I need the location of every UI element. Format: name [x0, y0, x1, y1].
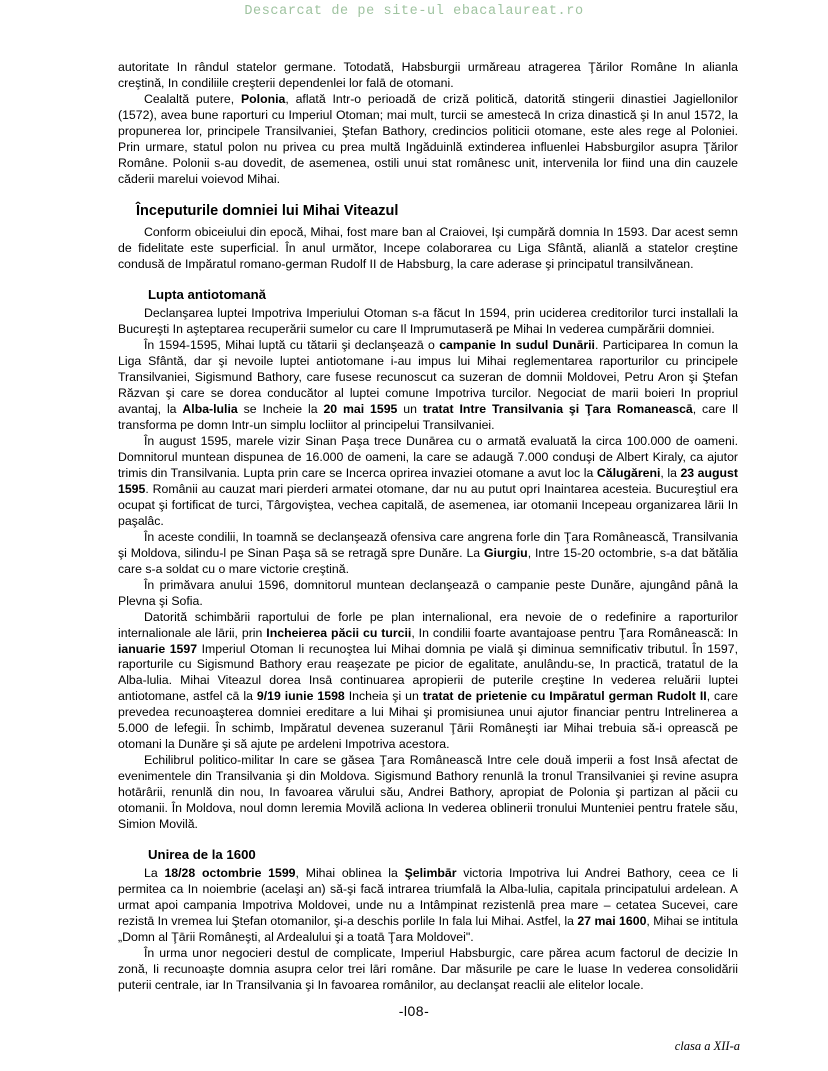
term-selimbar: Şelimbār	[404, 866, 457, 881]
page-number: -l08-	[398, 1003, 430, 1019]
paragraph-9-part-g: Incheia şi un	[344, 689, 423, 704]
paragraph-7-part-c: , Intre 15-20 octombrie, s-a dat bătălia care s-a soldat cu o mare victorie creştină.	[118, 545, 739, 576]
term-9-19-iunie-1598: 9/19 iunie 1598	[256, 689, 345, 704]
paragraph-5-part-i: , care Il transforma pe domn Intr-un simplu locliitor al principelui Transilvaniei.	[118, 401, 738, 432]
term-polonia: Polonia	[240, 91, 286, 106]
subsection-heading-lupta-antiotomana: Lupta antiotomană	[148, 286, 266, 302]
paragraph-11-part-c: , Mihai oblinea la	[295, 866, 405, 881]
term-giurgiu: Giurgiu	[483, 545, 528, 560]
paragraph-7	[118, 530, 738, 578]
section-heading-inceputurile: Începuturile domniei lui Mihai Viteazul	[136, 202, 399, 219]
paragraph-5-part-a: În 1594-1595, Mihai luptă cu tătarii şi declanşeazā o	[144, 337, 440, 352]
term-calugareni: Călugăreni	[596, 465, 661, 480]
paragraph-11	[118, 866, 738, 946]
paragraph-11-part-e: victoria Impotriva lui Andrei Bathory, ceea ce Ii permitea ca In noiembrie (acelaşi an) să-şi facă intrarea triumfalā la Alba-lulia, capitala principatului ardelean. A urmat apoi campania Impotriva Moldovei, unde nu a Intâmpinat rezistenlā prea mare – cetatea Sucevei, care rezistā In vremea lui Ştefan otomanilor, şi-a deschis porlile In fala lui Mihai. Astfel, la	[118, 866, 738, 929]
watermark-text: Descarcat de pe site-ul ebacalaureat.ro	[244, 4, 584, 19]
paragraph-9-part-c: , In condilii foarte avantajoase pentru Ţara Românească: In	[411, 625, 738, 640]
term-27-mai-1600: 27 mai 1600	[577, 914, 647, 929]
page-footer	[0, 1003, 828, 1053]
subsection-heading-unirea-1600: Unirea de la 1600	[148, 847, 256, 863]
paragraph-11-part-a: La	[144, 866, 165, 881]
paragraph-9-part-a: Datorită schimbării raportului de forle pe plan internalional, era nevoie de o redefinire a raporturilor internalionale ale lārii, prin	[118, 609, 738, 640]
paragraph-5-part-c: . Participarea In comun la Liga Sfântă, dar şi nevoile luptei antiotomane i-au impus lui Mihai reglementarea raporturilor cu principele Transilvaniei, Sigismund Bathory, care fusese recunoscut ca suzeran de domnii Moldovei, Petru Aron şi Ştefan Răzvan şi care se dorea conducător al luptei comune Impotriva turcilor. Negociat de marii boieri In propriul avantaj, la	[118, 337, 738, 416]
term-ianuarie-1597: ianuarie 1597	[118, 641, 198, 656]
paragraph-6-part-e: . Românii au cauzat mari pierderi armatei otomane, dar nu au putut opri Inaintarea acesteia. Bucureştiul era ocupat şi fortificat de turci, Târgoviştea, vechea capitală, de asemenea, iar otomanii Incepeau organizarea lārii In paşalâc.	[118, 481, 738, 528]
paragraph-12: În urma unor negocieri destul de complicate, Imperiul Habsburgic, care părea acum factorul de decizie In zonă, Ii recunoaşte domnia asupra celor trei lāri române. Dar măsurile pe care le luase In vederea consolidării puterii centrale, iar In Transilvania şi In favoarea românilor, au declanşat reaclii ale elitelor locale.	[118, 946, 738, 993]
term-tratat-transilvania: tratat Intre Transilvania şi Ţara Romaneascā	[422, 401, 693, 416]
paragraph-9-part-e: Imperiul Otoman Ii recunoştea lui Mihai domnia pe vialā şi diminua semnificativ tributul. În 1597, raporturile cu Sigismund Bathory erau reaşezate pe picior de egalitate, anulându-se, In practicā, tratatul de la Alba-lulia. Mihai Viteazul dorea Insā continuarea apropierii de puterile creştine In vederea reluării luptei antiotomane, astfel cā la	[118, 641, 738, 704]
paragraph-6	[118, 434, 738, 530]
document-body	[118, 60, 738, 994]
term-20-mai-1595: 20 mai 1595	[323, 401, 398, 416]
paragraph-5-part-e: se Incheie la	[237, 401, 324, 416]
paragraph-5-part-g: un	[397, 401, 423, 416]
term-incheierea-pacii: Incheierea păcii cu turcii	[266, 625, 412, 640]
paragraph-10: Echilibrul politico-militar In care se găsea Ţara Românească Intre cele două imperii a fost Insā afectat de evenimentele din Transilvania şi din Moldova. Sigismund Bathory renunlā la tronul Transilvaniei şi revine asupra hotārârii, renunlă din nou, In favoarea vărului său, Andrei Bathory, apropiat de Polonia şi partizan al păcii cu otomanii. În Moldova, noul domn leremia Movilă acliona In vederea oblinerii tronului Munteniei pentru fratele său, Simion Movilă.	[118, 753, 738, 832]
paragraph-9-part-i: , care prevedea recunoaşterea domniei ereditare a lui Mihai şi promisiunea unui ajutor financiar pentru Intrelinerea a 5.000 de lefegii. În schimb, Impăratul devenea suzeranul Ţārii Româneşti iar Mihai trebuia să-i oprească pe otomani la Dunăre şi să ajute pe ardeleni Impotriva acestora.	[118, 689, 738, 752]
paragraph-5	[118, 338, 738, 434]
paragraph-4: Declanşarea luptei Impotriva Imperiului Otoman s-a făcut In 1594, prin uciderea creditorilor turci installali la Bucureşti In aşteptarea recuperării sumelor cu care Il Imprumutaseră pe Mihai In vederea cumpărării domniei.	[118, 305, 738, 336]
term-alba-iulia: Alba-lulia	[182, 401, 238, 416]
paragraph-6-part-c: , la	[660, 465, 681, 480]
paragraph-2-part-a: Cealaltă putere,	[144, 91, 241, 106]
term-tratat-rudolf-ii: tratat de prietenie cu Impāratul german Rudolt II	[422, 689, 707, 704]
paragraph-2	[118, 92, 738, 188]
term-18-28-octombrie-1599: 18/28 octombrie 1599	[164, 866, 296, 881]
paragraph-7-part-a: În aceste condilii, In toamnă se declanşează ofensiva care angrena forle din Ţara Românească, Transilvania şi Moldova, silindu-l pe Sinan Paşa sā se retragă spre Dunăre. La	[118, 529, 738, 560]
paragraph-3: Conform obiceiului din epocă, Mihai, fost mare ban al Craiovei, Işi cumpără domnia In 1593. Dar acest semn de fidelitate este superficial. În anul următor, Incepe colaborarea cu Liga Sfântă, alianlă a statelor creştine condusă de Impăratul romano-german Rudolf II de Habsburg, la care aderase şi principatul transilvănean.	[118, 224, 738, 271]
paragraph-6-part-a: În august 1595, marele vizir Sinan Paşa trece Dunārea cu o armată evaluată la circa 100.000 de oameni. Domnitorul muntean dispunea de 16.000 de oameni, la care se adaugă 7.000 conduşi de Albert Kiraly, ca ajutor trimis din Transilvania. Lupta prin care se Incerca oprirea invaziei otomane a avut loc la	[118, 433, 738, 480]
paragraph-1: autoritate In rândul statelor germane. Totodată, Habsburgii urmăreau atragerea Ţărilor Române In alianla creştină, In condiliile creşterii dependenlei lor falā de otomani.	[118, 60, 738, 90]
paragraph-8: În primăvara anului 1596, domnitorul muntean declanşeazā o campanie peste Dunăre, ajungând pânā la Plevna şi Sofia.	[118, 577, 738, 608]
term-campanie-sudul-dunarii: campanie In sudul Dunārii	[439, 337, 595, 352]
paragraph-11-part-g: , Mihai se intitula „Domn al Ţārii Româneşti, al Ardealului şi a toatā Ţara Moldovei".	[118, 914, 738, 945]
term-23-august-1595: 23 august 1595	[118, 465, 738, 496]
paragraph-2-part-c: , aflată Intr-o perioadă de criză politică, datorită stingerii dinastiei Jagiellonilor (1572), avea bune raporturi cu Imperiul Otoman; mai mult, turcii se amestecā In criza dinastică şi In anul 1572, la propunerea lor, principele Transilvaniei, Ştefan Bathory, credincios politicii otomane, este ales rege al Poloniei. Prin urmare, statul polon nu privea cu prea multă Ingăduinlă extinderea influenlei Habsburgilor asupra Ţărilor Române. Polonii s-au dovedit, de asemenea, ostili unui stat românesc unit, intervenila lor fiind una din cauzele căderii marelui voievod Mihai.	[118, 91, 738, 186]
paragraph-9	[118, 610, 738, 754]
class-label: clasa a XII-a	[674, 1039, 740, 1053]
